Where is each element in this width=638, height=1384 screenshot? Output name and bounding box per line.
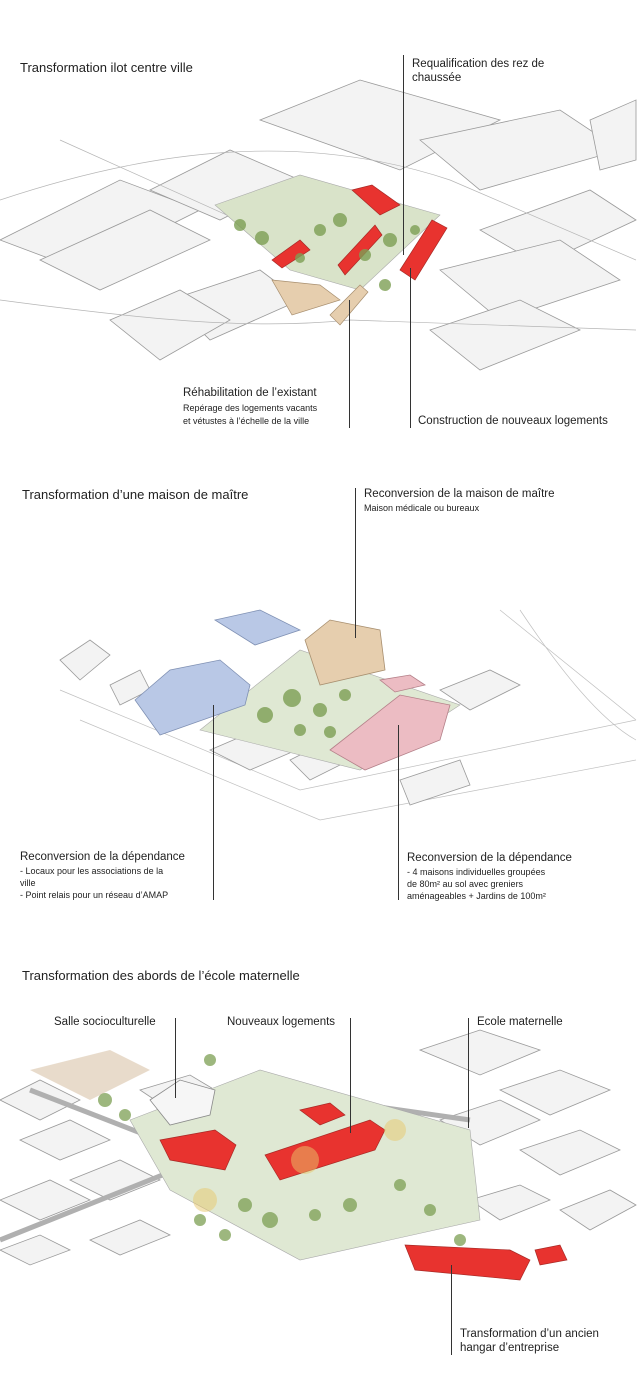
- leader-line: [410, 268, 411, 428]
- label-dep-left-1: - Locaux pour les associations de la: [20, 866, 164, 876]
- label-dep-right-2: de 80m² au sol avec greniers: [407, 879, 524, 889]
- leader-line: [175, 1018, 176, 1098]
- label-maison-title: Reconversion de la maison de maître: [364, 488, 555, 500]
- leader-line: [403, 55, 404, 255]
- leader-line: [350, 1018, 351, 1133]
- label-hangar-2: hangar d’entreprise: [460, 1342, 560, 1354]
- label-hangar-1: Transformation d’un ancien: [460, 1328, 599, 1340]
- label-salle: Salle socioculturelle: [54, 1016, 156, 1028]
- leader-line: [451, 1265, 452, 1355]
- label-rehab-title: Réhabilitation de l’existant: [183, 387, 317, 399]
- label-rez-de-chaussee: Requalification des rez de chaussée: [412, 58, 545, 84]
- panel-title: Transformation ilot centre ville: [20, 60, 193, 75]
- label-rehab-sub1: Repérage des logements vacants: [183, 403, 318, 413]
- leader-line: [355, 488, 356, 638]
- label-nouveaux-logements: Nouveaux logements: [227, 1016, 336, 1028]
- label-construction: Construction de nouveaux logements: [418, 415, 608, 427]
- label-dep-left-title: Reconversion de la dépendance: [20, 851, 185, 863]
- label-dep-right-1: - 4 maisons individuelles groupées: [407, 867, 546, 877]
- label-dep-right-3: aménageables + Jardins de 100m²: [407, 891, 546, 901]
- label-dep-left-2: ville: [20, 878, 36, 888]
- leader-line: [213, 705, 214, 900]
- leader-line: [398, 725, 399, 900]
- panel-centre-ville: [0, 0, 638, 450]
- panel-ecole-maternelle: [0, 950, 638, 1384]
- label-maison-sub: Maison médicale ou bureaux: [364, 503, 480, 513]
- panel-maison-de-maitre: [0, 470, 638, 930]
- panel-title: Transformation d’une maison de maître: [22, 487, 249, 502]
- panel-title: Transformation des abords de l’école maternelle: [22, 968, 300, 983]
- leader-line: [468, 1018, 469, 1128]
- label-ecole: Ecole maternelle: [477, 1016, 563, 1028]
- leader-line: [349, 300, 350, 428]
- label-rehab-sub2: et vétustes à l’échelle de la ville: [183, 416, 310, 426]
- label-dep-left-3: - Point relais pour un réseau d’AMAP: [20, 890, 169, 900]
- label-dep-right-title: Reconversion de la dépendance: [407, 852, 572, 864]
